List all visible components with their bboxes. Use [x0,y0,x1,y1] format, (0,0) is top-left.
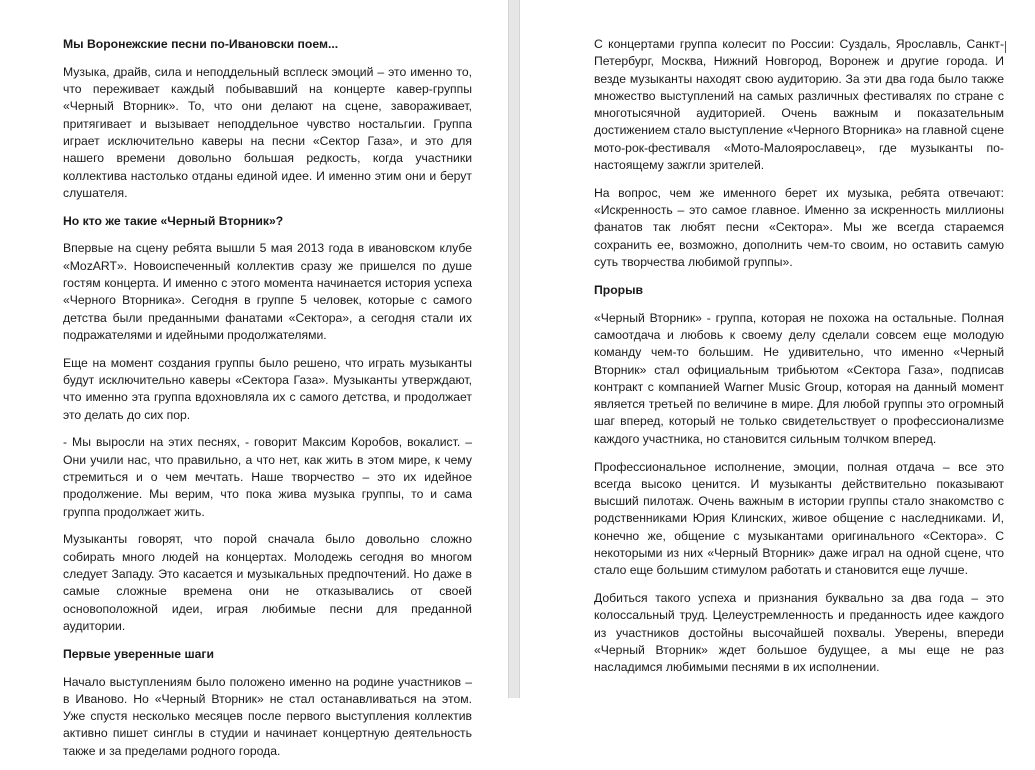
text-cursor [1005,41,1006,53]
paragraph: Музыканты говорят, что порой сначала было довольно сложно собирать много людей на концертах. Молодежь сегодня во многом следует Западу. Это касается и музыкальных предпочтений. Но даже в самые сложные времена они не отказывались от своей основоположной идеи, играя любимые песни для преданной аудитории. [63,532,472,633]
paragraph: Еще на момент создания группы было решено, что играть музыканты будут исключительно каверы «Сектора Газа». Музыканты утверждают, что именно эта группа вдохновляла их с самого детства, и продолжает это делать до сих пор. [63,355,472,422]
section-heading: Но кто же такие «Черный Вторник»? [63,213,284,228]
page-content [63,36,472,770]
paragraph: Добиться такого успеха и признания буквально за два года – это колоссальный труд. Целеустремленность и преданность идее каждого из участников достойны высочайшей похвалы. Уверены, впереди «Черный Вторник» ждет большое будущее, а мы еще не раз насладимся любимыми песнями в их исполнении. [594,591,1004,675]
page-content [594,36,1004,687]
paragraph: Впервые на сцену ребята вышли 5 мая 2013 года в ивановском клубе «MozART». Новоиспеченный коллектив сразу же пришелся по душе гостям концерта. И именно с этого момента начинается история успеха «Черного Вторника». Сегодня в группе 5 человек, которые с самого детства были преданными фанатами «Сектора», а сегодня стали их подражателями и идейными продолжателями. [63,241,472,342]
paragraph: «Черный Вторник» - группа, которая не похожа на остальные. Полная самоотдача и любовь к своему делу сделали совсем еще молодую команду чем-то большим. Не удивительно, что именно «Черный Вторник» стал официальным трибьютом «Сектора Газа», подписав контракт с компанией Warner Music Group, которая на данный момент является третьей по величине в мире. Для любой группы это огромный шаг вперед, который не только свидетельствует о профессионализме каждого участника, но становится сильным толчком вперед. [594,310,1004,446]
paragraph: С концертами группа колесит по России: Суздаль, Ярославль, Санкт-Петербург, Москва, Нижний Новгород, Воронеж и другие города. И везде музыканты находят свою аудиторию. За эти два года было также множество выступлений на самых различных фестивалях по стране с многотысячной аудиторией. Очень важным и показательным достижением стало выступление «Черного Вторника» на главной сцене мото-рок-фестиваля «Мото-Малоярославец», где музыканты по-настоящему зажгли зрителей. [594,37,1004,173]
paragraph: Музыка, драйв, сила и неподдельный всплеск эмоций – это именно то, что переживает каждый побывавший на концерте кавер-группы «Черный Вторник». То, что они делают на сцене, завораживает, притягивает и вызывает неподдельное чувство ностальгии. Группа играет исключительно каверы на песни «Сектор Газа», и это для нашего времени довольно большая редкость, когда участники коллектива настолько отданы единой идее. И именно этим они и берут слушателя. [63,64,472,200]
paragraph: На вопрос, чем же именного берет их музыка, ребята отвечают: «Искренность – это самое главное. Именно за искренность миллионы фанатов так любят песни «Сектора». Мы же всегда стараемся сохранить ее, возможно, дополнить чем-то своим, но оставить самую суть творчества любимой группы». [594,185,1004,270]
page-separator [508,0,520,698]
section-heading: Прорыв [594,282,643,297]
document-page-left [0,0,508,758]
paragraph: Профессиональное исполнение, эмоции, полная отдача – все это всегда высоко ценится. И музыканты действительно показывают высший пилотаж. Очень важным в истории группы стало знакомство с родственниками Юрия Клинских, живое общение с наследниками. И, конечно же, общение с музыкантами оригинального «Сектора». С некоторыми из них «Черный Вторник» даже играл на одной сцене, что стало еще большим стимулом работать и становится еще лучше. [594,459,1004,578]
article-title: Мы Воронежские песни по-Ивановски поем... [63,37,339,51]
paragraph: - Мы выросли на этих песнях, - говорит Максим Коробов, вокалист. – Они учили нас, что правильно, а что нет, как жить в этом мире, к чему стремиться и о чем мечтать. Наше творчество – это их идейное продолжение. Мы верим, что пока жива музыка группы, то и сама группа продолжает жить. [63,435,472,519]
paragraph: Начало выступлениям было положено именно на родине участников – в Иваново. Но «Черный Вторник» не стал останавливаться на этом. Уже спустя несколько месяцев после первого выступления коллектив активно пишет синглы в студии и начинает концертную деятельность также и за пределами родного города. [63,674,472,758]
section-heading: Первые уверенные шаги [63,646,214,661]
document-page-right [520,0,1035,698]
